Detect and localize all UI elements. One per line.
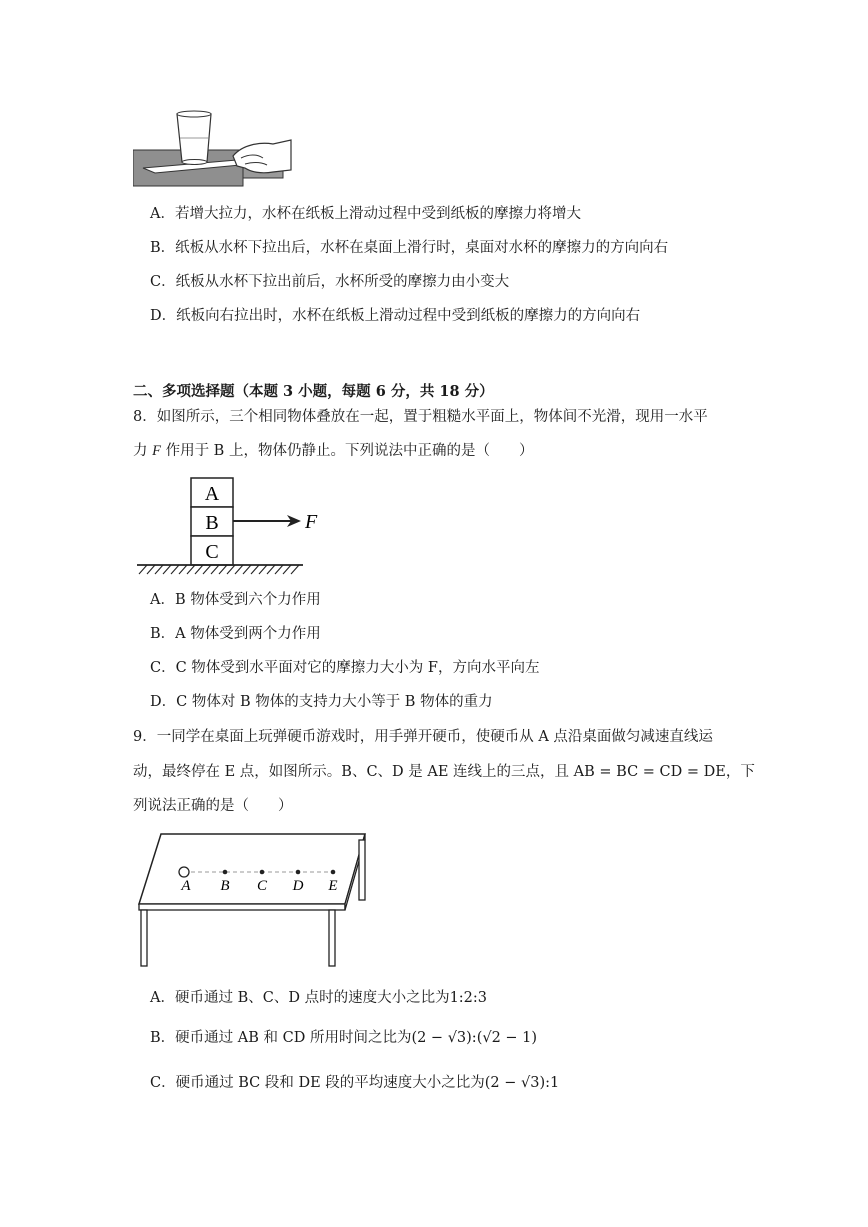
q7-cup-paper-figure (133, 108, 293, 190)
point-c-dot (260, 870, 265, 875)
q7-option-b: B．纸板从水杯下拉出后，水杯在桌面上滑行时，桌面对水杯的摩擦力的方向向右 (150, 240, 669, 256)
block-a-label: A (204, 483, 220, 505)
table-leg (359, 840, 365, 900)
q9-option-b: B．硬币通过 AB 和 CD 所用时间之比为(2 − √3):(√2 − 1) (150, 1030, 538, 1046)
q9-table-figure (133, 830, 373, 972)
q8-option-a: A．B 物体受到六个力作用 (150, 592, 321, 608)
q9-option-c: C．硬币通过 BC 段和 DE 段的平均速度大小之比为(2 − √3):1 (150, 1075, 560, 1091)
force-label: F (305, 511, 318, 533)
q8-stem-text: 力 (133, 443, 153, 459)
q8-option-b: B．A 物体受到两个力作用 (150, 626, 321, 642)
coin (179, 867, 189, 877)
q8-option-c: C．C 物体受到水平面对它的摩擦力大小为 F，方向水平向左 (150, 660, 540, 676)
point-e-label: E (328, 878, 338, 894)
q9-stem-line3: 列说法正确的是（ ） (133, 798, 293, 814)
q7-option-c: C．纸板从水杯下拉出前后，水杯所受的摩擦力由小变大 (150, 274, 510, 290)
point-b-label: B (220, 878, 230, 894)
q9-stem-line1: 9．一同学在桌面上玩弹硬币游戏时，用手弹开硬币，使硬币从 A 点沿桌面做匀减速直线运 (133, 729, 713, 745)
point-c-label: C (256, 878, 268, 894)
q8-stacked-blocks-figure (133, 474, 323, 576)
block-b-label: B (205, 512, 219, 534)
q8-stem-text: 作用于 B 上，物体仍静止。下列说法中正确的是（ ） (160, 443, 534, 459)
point-d-label: D (292, 878, 304, 894)
point-d-dot (296, 870, 301, 875)
q9-stem-line2: 动，最终停在 E 点，如图所示。B、C、D 是 AE 连线上的三点，且 AB = BC = CD = DE，下 (133, 764, 755, 780)
ground-hatching (139, 565, 299, 574)
block-c-label: C (205, 541, 219, 563)
point-b-dot (223, 870, 228, 875)
q8-stem-line2 (133, 441, 533, 461)
q8-stem-force-symbol: F (152, 443, 161, 459)
q7-option-a: A．若增大拉力，水杯在纸板上滑动过程中受到纸板的摩擦力将增大 (150, 206, 581, 222)
q8-stem-line1: 8．如图所示，三个相同物体叠放在一起，置于粗糙水平面上，物体间不光滑，现用一水平 (133, 409, 708, 425)
section-title: 二、多项选择题（本题 3 小题，每题 6 分，共 18 分） (133, 383, 494, 400)
q8-option-d: D．C 物体对 B 物体的支持力大小等于 B 物体的重力 (150, 694, 493, 710)
table-leg (141, 910, 147, 966)
point-e-dot (331, 870, 336, 875)
point-a-label: A (181, 878, 191, 894)
q7-option-d: D．纸板向右拉出时，水杯在纸板上滑动过程中受到纸板的摩擦力的方向向右 (150, 308, 641, 324)
q9-option-a: A．硬币通过 B、C、D 点时的速度大小之比为1:2:3 (150, 990, 488, 1006)
table-leg (329, 910, 335, 966)
